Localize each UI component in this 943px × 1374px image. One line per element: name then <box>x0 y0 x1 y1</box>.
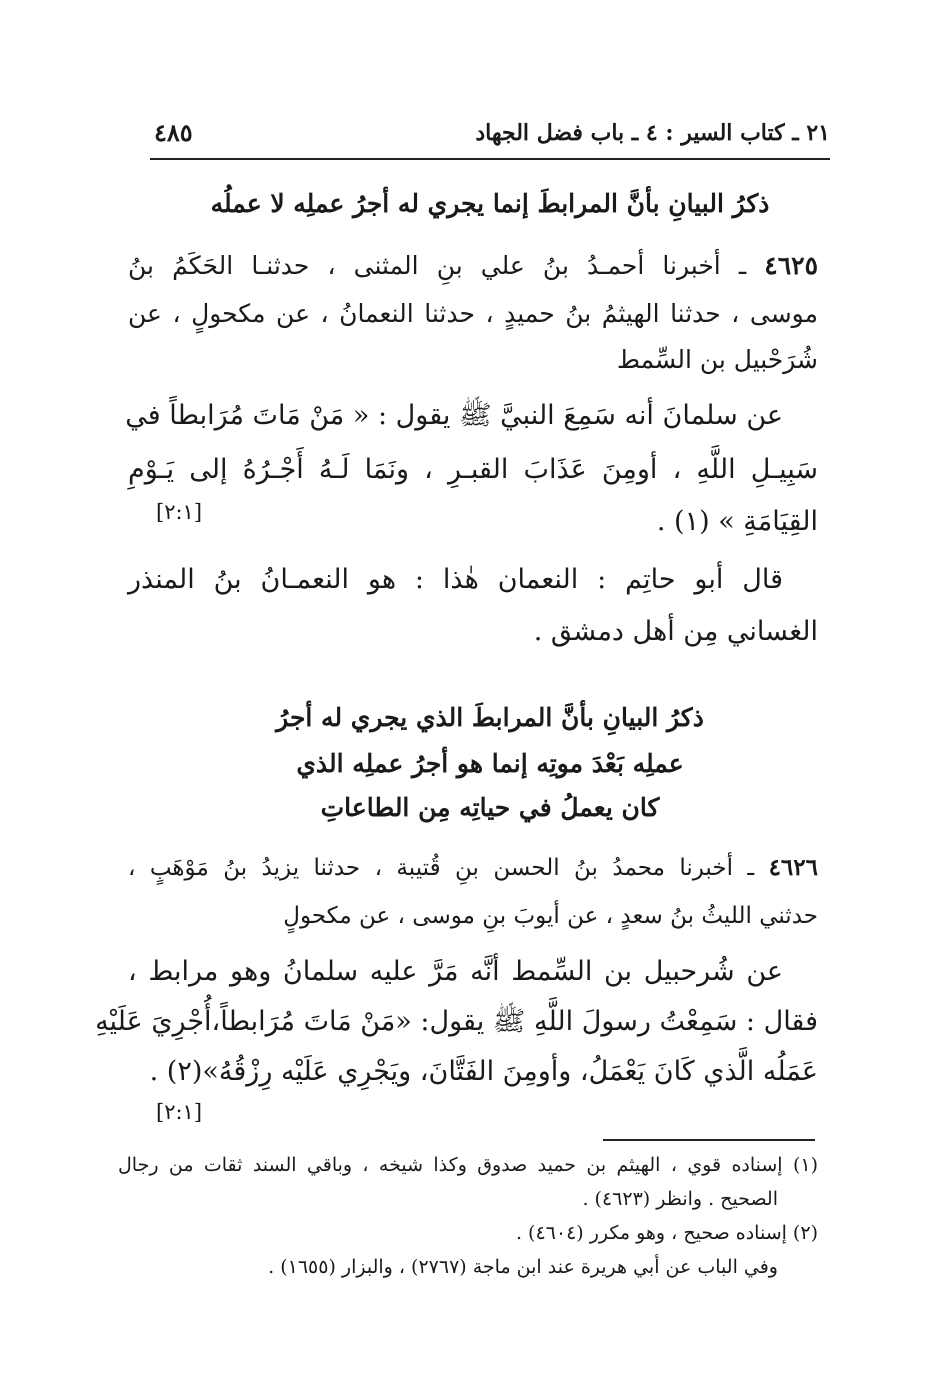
footnote-1-line-1: (١) إسناده قوي ، الهيثم بن حميد صدوق وكذا شيخه ، وباقي السند ثقات من رجال <box>118 1154 818 1176</box>
section-heading-2-line-3: كان يعملُ في حياتِه مِن الطاعاتِ <box>320 793 660 822</box>
matn-line-4: عن شُرحبيل بن السِّمط أنَّه مَرَّ عليه سلمانُ وهو مرابط ، <box>128 956 783 987</box>
footnote-3: وفي الباب عن أبي هريرة عند ابن ماجة (٢٧٦٧) ، والبزار (١٦٥٥) . <box>268 1256 778 1278</box>
hadith-number-4626: ٤٦٢٦ <box>768 854 818 881</box>
reference-code-1: [٢:١] <box>156 500 203 524</box>
isnad-text: ـ أخبرنا محمدُ بنُ الحسن بنِ قُتيبة ، حدثنا يزيدُ بنُ مَوْهَبٍ ، <box>128 855 755 881</box>
hadith-number-4625: ٤٦٢٥ <box>764 251 818 280</box>
page-number: ٤٨٥ <box>154 118 193 147</box>
footnote-2: (٢) إسناده صحيح ، وهو مكرر (٤٦٠٤) . <box>515 1222 818 1244</box>
reference-code-2: [٢:١] <box>156 1100 203 1124</box>
isnad-text: ـ أخبرنا أحمـدُ بنُ علي بنِ المثنى ، حدثنـا الحَكَمُ بنُ <box>128 251 747 280</box>
comment-line-1: قال أبو حاتِم : النعمان هٰذا : هو النعمـانُ بنُ المنذر <box>128 564 783 595</box>
matn-line-6: عَمَلُه الَّذي كَانَ يَعْمَلُ، وأومِنَ الفَتَّانَ، ويَجْرِي عَلَيْه رِزْقُهُ»(٢) . <box>149 1056 818 1087</box>
matn-line-5: فقال : سَمِعْتُ رسولَ اللَّهِ ﷺ يقول: «مَنْ مَاتَ مُرَابطاً،أُجْرِيَ عَلَيْهِ <box>95 1006 818 1037</box>
matn-line-3: القِيَامَةِ » (١) . <box>656 506 818 537</box>
footnote-1-line-2: الصحيح . وانظر (٤٦٢٣) . <box>582 1188 778 1210</box>
section-heading-2-line-2: عملِه بَعْدَ موتِه إنما هو أجرُ عملِه الذي <box>296 749 684 778</box>
matn-line-2: سَبِيـلِ اللَّهِ ، أومِنَ عَذَابَ القبـرِ ، ونَمَا لَـهُ أَجْـرُهُ إلى يَـوْمِ <box>128 454 818 485</box>
section-heading-1: ذكرُ البيانِ بأنَّ المرابطَ إنما يجري له أجرُ عملِه لا عملُه <box>210 189 770 218</box>
matn-line-1: عن سلمانَ أنه سَمِعَ النبيَّ ﷺ يقول : « مَنْ مَاتَ مُرَابطاً في <box>125 400 783 431</box>
footnote-separator <box>603 1139 815 1141</box>
isnad-line-2: موسى ، حدثنا الهيثمُ بنُ حميدٍ ، حدثنا النعمانُ ، عن مكحولٍ ، عن <box>128 299 818 328</box>
isnad-line-5: حدثني الليثُ بنُ سعدٍ ، عن أيوبَ بنِ موسى ، عن مكحولٍ <box>283 903 818 929</box>
chapter-title: ٢١ ـ كتاب السير : ٤ ـ باب فضل الجهاد <box>475 120 830 146</box>
isnad-line-3: شُرَحْبيل بن السِّمط <box>616 345 818 374</box>
running-header <box>150 112 830 160</box>
section-heading-2-line-1: ذكرُ البيانِ بأنَّ المرابطَ الذي يجري له أجرُ <box>276 703 704 732</box>
comment-line-2: الغساني مِن أهل دمشق . <box>533 616 818 647</box>
